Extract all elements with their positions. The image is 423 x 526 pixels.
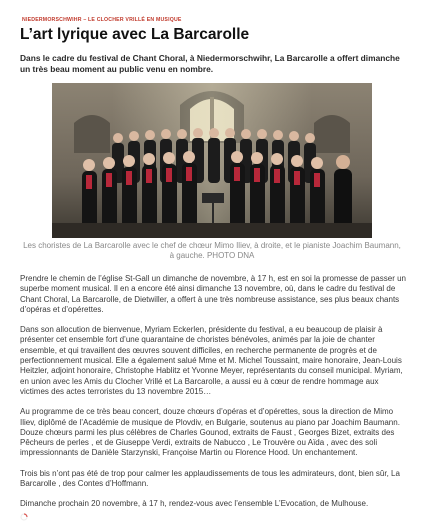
article-lead: Dans le cadre du festival de Chant Choral, à Niedermorschwihr, La Barcarolle a offert dimanche un très beau moment au public venu en nombre. [20, 53, 400, 74]
choir-photo-illustration [52, 83, 372, 238]
article-title: L’art lyrique avec La Barcarolle [20, 26, 250, 43]
article-photo[interactable] [52, 83, 372, 238]
loading-spinner-icon [20, 508, 28, 516]
article-body [20, 274, 406, 520]
article-paragraph: Trois bis n’ont pas été de trop pour calmer les applaudissements de tous les admirateurs, dont, bien sûr, La Barcarolle , des Contes d’Hoffmann. [20, 468, 400, 489]
article-paragraph: Dans son allocution de bienvenue, Myriam Eckerlen, présidente du festival, a eu beaucoup de plaisir à présenter cet ensemble fort d’une quarantaine de choristes bénévoles, animés par la joie de chanter ensemble, et qui travaillent des œuvres souvent difficiles, en recherche permanente de progrès et de perfectionnement musical. Elle a également salué Mme et M. Michel Toussaint, maire honoraire, Jean-Louis Heitzler, adjoint honoraire, Christophe Hablitz et Yvonne Meyer, représentants du conseil municipal. Myriam, en union avec les Amis du Clocher Vrillé et La Barcarolle, a aussi eu à cœur de rendre hommage aux victimes des actes terroristes du 13 novembre 2015… [20, 325, 403, 396]
article-paragraph: Dimanche prochain 20 novembre, à 17 h, rendez-vous avec l’ensemble L’Evocation, de Mulhouse. [20, 499, 369, 509]
photo-caption: Les choristes de La Barcarolle avec le chef de chœur Mimo Iliev, à droite, et le pianiste Joachim Baumann, à gauche. PHOTO DNA [23, 241, 401, 260]
article-paragraph: Au programme de ce très beau concert, douze chœurs d’opéras et d’opérettes, sous la direction de Mimo Iliev, diplômé de l’Académie de musique de Plovdiv, en Bulgarie, soutenus au piano par Joachim Baumann. Douze chœurs parmi les plus célèbres de Charles Gounod, extraits de Faust , Georges Bizet, extraits des Pêcheurs de perles , et de Giuseppe Verdi, extraits de Nabucco , Le Trouvère ou Aïda , avec des soli impressionnants de Danièle Starzynski, Françoise Martin ou Florence Hood. Un enchantement. [20, 407, 400, 458]
article-kicker: NIEDERMORSCHWIHR – LE CLOCHER VRILLÉ EN MUSIQUE [22, 17, 182, 23]
article-paragraph: Prendre le chemin de l’église St-Gall un dimanche de novembre, à 17 h, est en soi la promesse de passer un superbe moment musical. Il en a encore été ainsi dimanche 13 novembre, où, dans le cadre du festival de Chant Choral, La Barcarolle, de Dietwiller, a offert à une très nombreuse assistance, ses plus beaux chants d’opéras et d’opérettes. [20, 274, 406, 314]
